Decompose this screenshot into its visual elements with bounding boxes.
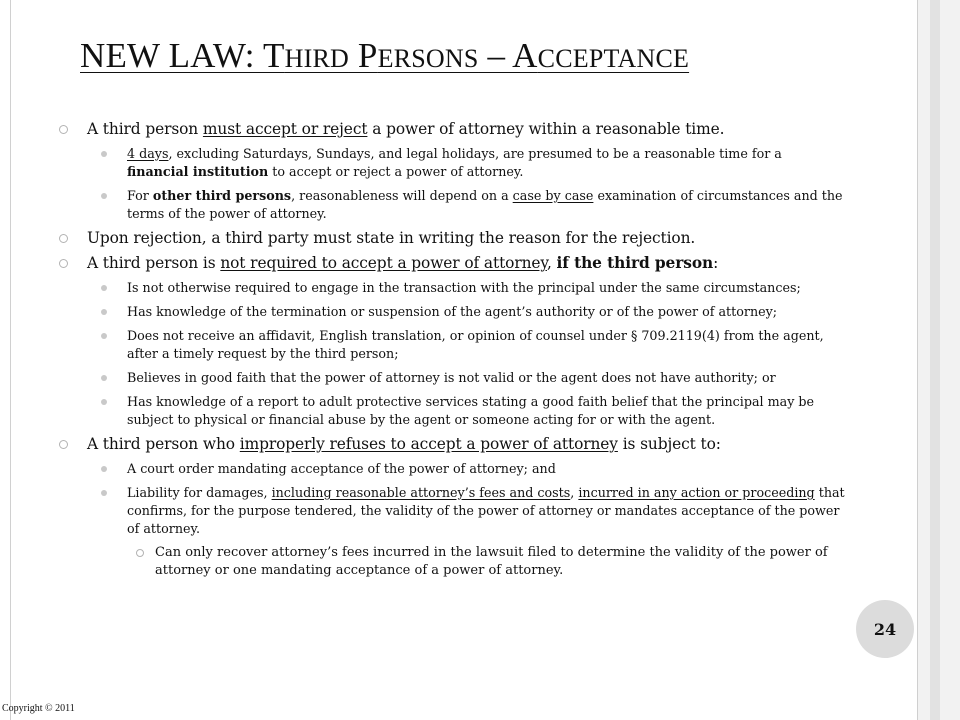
copyright-notice: Copyright © 2011: [2, 703, 75, 714]
underlined-text: 4 days: [127, 146, 169, 161]
ring-bullet-icon: [59, 440, 68, 449]
underlined-text: case by case: [512, 188, 594, 203]
bold-text: other third persons: [152, 188, 292, 203]
bullet-improper-refusal: [56, 435, 846, 454]
title-part: – A: [478, 36, 538, 75]
bullet-text: Is not otherwise required to engage in the transaction with the principal under the same circumstances;: [127, 280, 801, 295]
bullet-text: Can only recover attorney’s fees incurred in the lawsuit filed to determine the validity of the power of attorney or one mandating acceptance of a power of attorney.: [155, 545, 828, 578]
bold-text: if the third person: [556, 254, 714, 272]
ring-bullet-icon: [59, 234, 68, 243]
bullet-text: a power of attorney within a reasonable time.: [367, 120, 725, 138]
sub-bullet-condition: [56, 393, 846, 429]
sub-bullet-condition: [56, 327, 846, 363]
bullet-text: to accept or reject a power of attorney.: [268, 164, 524, 179]
underlined-text: including reasonable attorney’s fees and costs: [271, 485, 571, 500]
bullet-text: ,: [570, 485, 579, 500]
dot-bullet-icon: [101, 490, 107, 496]
dot-bullet-icon: [101, 466, 107, 472]
sub-bullet-court-order: [56, 460, 846, 478]
dot-bullet-icon: [101, 309, 107, 315]
slide-content: [56, 120, 846, 586]
bullet-text: examination of circumstances and the terms of the power of attorney.: [127, 188, 843, 221]
title-smallcaps: CCEPTANCE: [537, 44, 690, 73]
bullet-text: is subject to:: [617, 435, 721, 453]
sub-bullet-condition: [56, 369, 846, 387]
bullet-text: Liability for damages,: [127, 485, 272, 500]
bullet-text: , excluding Saturdays, Sundays, and legal holidays, are presumed to be a reasonable time for a: [168, 146, 782, 161]
sub-bullet-other-third-persons: [56, 187, 846, 223]
sub-sub-bullet-fees: [56, 544, 846, 580]
sub-bullet-condition: [56, 303, 846, 321]
bullet-text: A third person is: [87, 254, 221, 272]
dot-bullet-icon: [101, 193, 107, 199]
page-number: 24: [873, 619, 897, 639]
bullet-text: that confirms, for the purpose tendered, the validity of the power of attorney or mandates acceptance of the power of attorney.: [127, 485, 845, 536]
bullet-text: Has knowledge of a report to adult protective services stating a good faith belief that the principal may be subject to physical or financial abuse by the agent or someone acting for or with the agent.: [127, 394, 815, 427]
underlined-text: improperly refuses to accept a power of attorney: [239, 435, 618, 453]
underlined-text: not required to accept a power of attorney: [220, 254, 547, 272]
dot-bullet-icon: [101, 151, 107, 157]
bullet-text: A third person who: [87, 435, 240, 453]
bold-text: financial institution: [127, 164, 269, 179]
bullet-text: :: [713, 254, 719, 272]
ring-bullet-icon: [59, 125, 68, 134]
bullet-acceptance-timing: [56, 120, 846, 139]
dot-bullet-icon: [101, 285, 107, 291]
right-decorative-band: [918, 0, 960, 720]
sub-bullet-condition: [56, 279, 846, 297]
bullet-rejection-writing: [56, 229, 846, 248]
bullet-not-required: [56, 254, 846, 273]
bullet-text: Upon rejection, a third party must state in writing the reason for the rejection.: [87, 229, 696, 247]
bullet-text: ,: [546, 254, 557, 272]
title-smallcaps: HIRD: [284, 44, 349, 73]
dot-bullet-icon: [101, 333, 107, 339]
ring-bullet-icon: [136, 549, 144, 557]
title-smallcaps: ERSONS: [377, 44, 479, 73]
bullet-text: For: [127, 188, 153, 203]
underlined-text: must accept or reject: [202, 120, 368, 138]
bullet-text: A court order mandating acceptance of the power of attorney; and: [127, 461, 556, 476]
bullet-text: Does not receive an affidavit, English translation, or opinion of counsel under § 709.2119(4) from the agent, after a timely request by the third person;: [127, 328, 824, 361]
ring-bullet-icon: [59, 259, 68, 268]
slide-title: [80, 36, 689, 76]
bullet-text: Believes in good faith that the power of attorney is not valid or the agent does not have authority; or: [127, 370, 776, 385]
slide-left-border: [10, 0, 11, 720]
bullet-text: Has knowledge of the termination or suspension of the agent’s authority or of the power of attorney;: [127, 304, 778, 319]
title-part: P: [348, 36, 378, 75]
bullet-text: , reasonableness will depend on a: [291, 188, 513, 203]
page-number-badge: [856, 600, 914, 658]
dot-bullet-icon: [101, 375, 107, 381]
bullet-text: A third person: [87, 120, 203, 138]
right-decorative-stripe: [930, 0, 940, 720]
sub-bullet-liability: [56, 484, 846, 538]
underlined-text: incurred in any action or proceeding: [578, 485, 815, 500]
sub-bullet-financial-institution: [56, 145, 846, 181]
title-part: NEW LAW: T: [80, 36, 285, 75]
dot-bullet-icon: [101, 399, 107, 405]
